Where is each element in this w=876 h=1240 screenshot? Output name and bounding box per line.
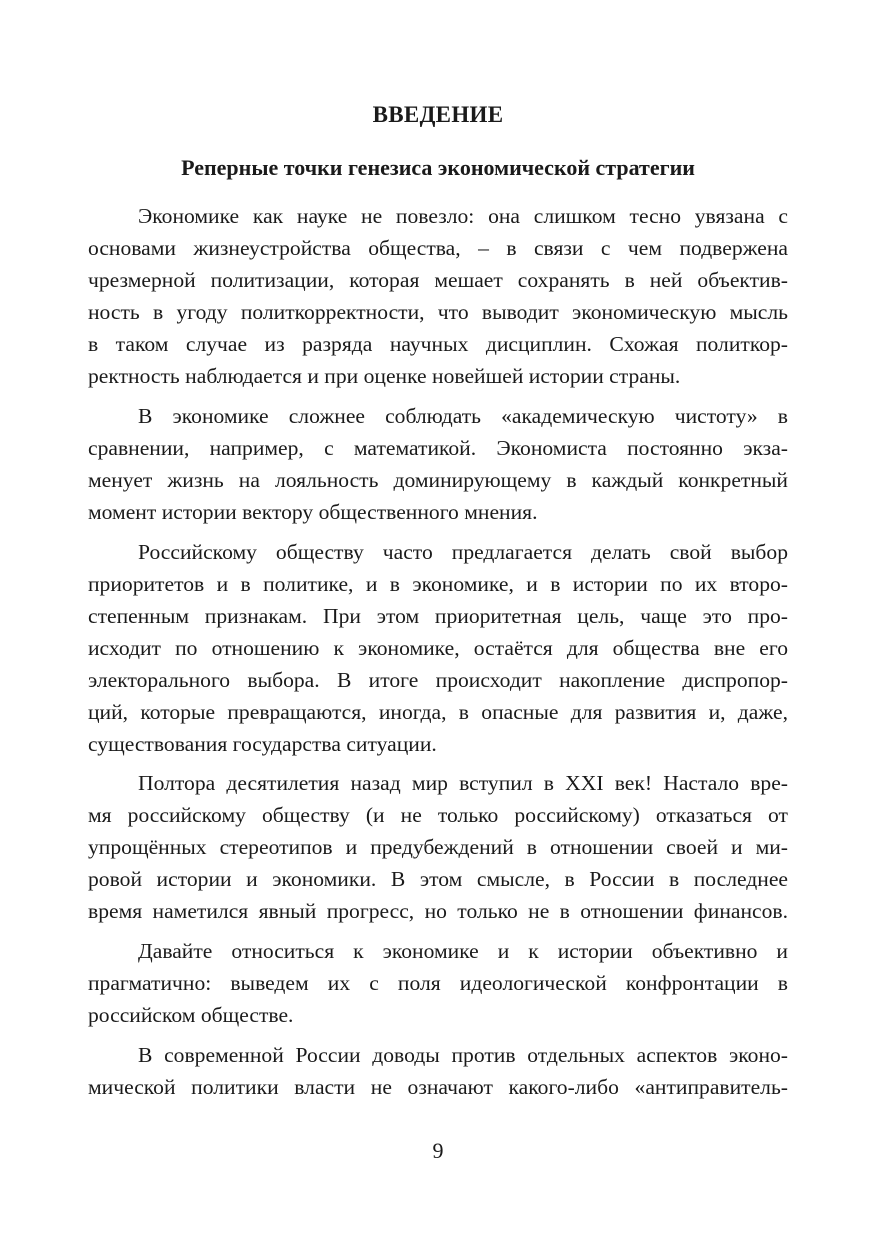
text-line: Российскому обществу часто предлагается делать свой выбор xyxy=(138,540,788,564)
chapter-title: ВВЕДЕНИЕ xyxy=(372,102,504,127)
text-line: Полтора десятилетия назад мир вступил в XXI век! Настало вре- xyxy=(138,771,788,795)
text-line: степенным признакам. При этом приоритетная цель, чаще это про- xyxy=(88,604,788,628)
text-line: В экономике сложнее соблюдать «академическую чистоту» в xyxy=(138,404,788,428)
text-line: существования государства ситуации. xyxy=(88,732,437,756)
text-line: российском обществе. xyxy=(88,1003,294,1027)
text-line: сравнении, например, с математикой. Экономиста постоянно экза- xyxy=(88,436,788,460)
text-line: в таком случае из разряда научных дисциплин. Схожая политкор- xyxy=(88,332,788,356)
text-line: Давайте относиться к экономике и к истории объективно и xyxy=(138,939,788,963)
text-line: Экономике как науке не повезло: она слишком тесно увязана с xyxy=(138,204,788,228)
text-line: чрезмерной политизации, которая мешает сохранять в ней объектив- xyxy=(88,268,788,292)
text-line: менует жизнь на лояльность доминирующему в каждый конкретный xyxy=(88,468,788,492)
text-line: прагматично: выведем их с поля идеологической конфронтации в xyxy=(88,971,788,995)
text-line: упрощённых стереотипов и предубеждений в отношении своей и ми- xyxy=(88,835,788,859)
text-line: момент истории вектору общественного мнения. xyxy=(88,500,538,524)
text-line: В современной России доводы против отдельных аспектов эконо- xyxy=(138,1043,788,1067)
text-line: приоритетов и в политике, и в экономике, и в истории по их второ- xyxy=(88,572,788,596)
text-line: ций, которые превращаются, иногда, в опасные для развития и, даже, xyxy=(88,700,788,724)
text-line: ровой истории и экономики. В этом смысле, в России в последнее xyxy=(88,867,788,891)
text-line: основами жизнеустройства общества, – в связи с чем подвержена xyxy=(88,236,788,260)
text-line: мя российскому обществу (и не только российскому) отказаться от xyxy=(88,803,788,827)
page-number: 9 xyxy=(432,1138,444,1163)
text-line: ность в угоду политкорректности, что выводит экономическую мысль xyxy=(88,300,788,324)
text-line: электорального выбора. В итоге происходит накопление диспропор- xyxy=(88,668,788,692)
text-line: мической политики власти не означают какого-либо «антиправитель- xyxy=(88,1075,788,1099)
text-line: исходит по отношению к экономике, остаётся для общества вне его xyxy=(88,636,788,660)
text-line: время наметился явный прогресс, но только не в отношении финансов. xyxy=(88,899,788,923)
section-title: Реперные точки генезиса экономической стратегии xyxy=(181,155,695,180)
text-line: ректность наблюдается и при оценке новейшей истории страны. xyxy=(88,364,681,388)
